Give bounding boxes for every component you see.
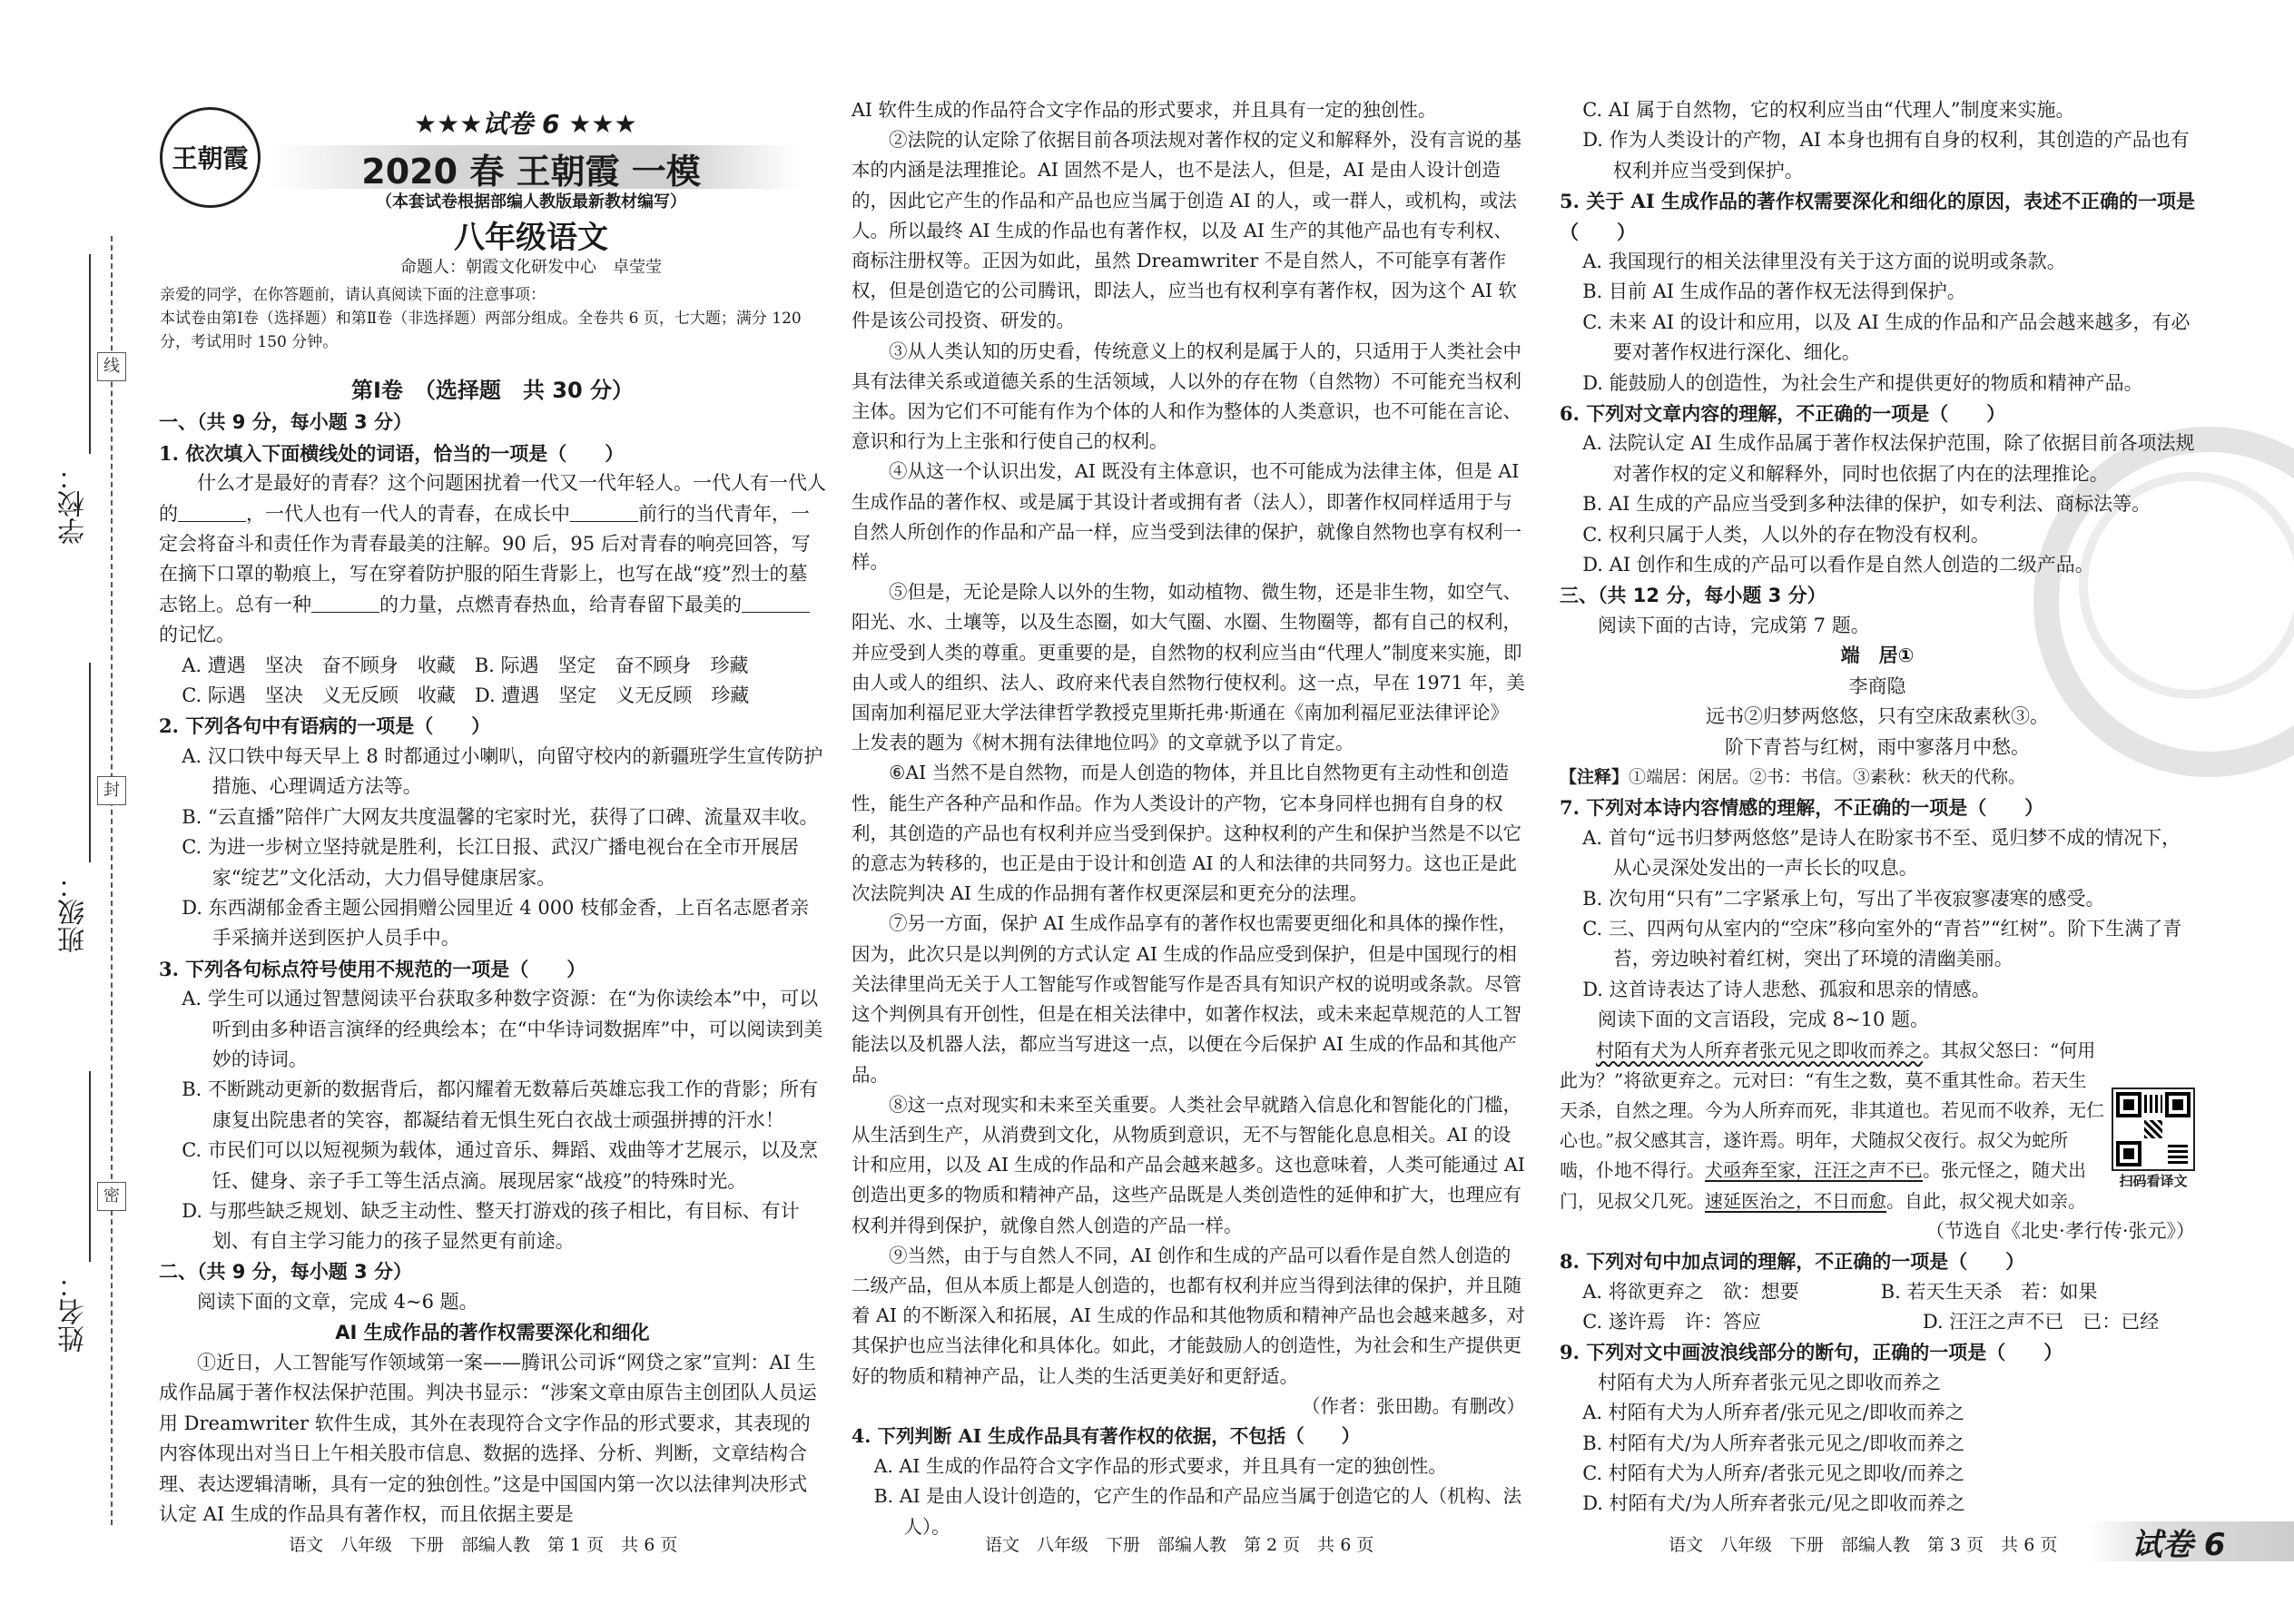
article-paragraph-1-end: AI 软件生成的作品符合文字作品的形式要求，并且具有一定的独创性。 (852, 99, 1437, 121)
q1-options-ab: A. 遭遇 坚决 奋不顾身 收藏 B. 际遇 坚定 奋不顾身 珍藏 (182, 654, 749, 676)
q2-option-b: B. “云直播”陪伴广大网友共度温馨的宅家时光，获得了口碑、流量双丰收。 (182, 805, 819, 828)
footer-page-3: 语文 八年级 下册 部编人教 第 3 页 共 6 页 (1669, 1535, 2058, 1555)
q3-option-c: C. 市民们可以以短视频为载体，通过音乐、舞蹈、戏曲等才艺展示，以及烹饪、健身、亲子手工等生活点滴。展现居家“战疫”的特殊时光。 (182, 1139, 818, 1192)
q7-option-c: C. 三、四两句从室内的“空床”移向室外的“青苔”“红树”。阶下生满了青苔，旁边映衬着红树，突出了环境的清幽美丽。 (1582, 917, 2182, 970)
q2-option-c: C. 为进一步树立坚持就是胜利，长江日报、武汉广播电视台在全市开展居家“绽艺”文化活动，大力倡导健康居家。 (182, 836, 799, 889)
q9-option-c: C. 村陌有犬为人所弃/者张元见之即收/而养之 (1582, 1462, 1965, 1485)
q8-options-cd (1582, 1307, 2195, 1337)
article-paragraph-8: ⑧这一点对现实和未来至关重要。人类社会早就踏入信息化和智能化的门槛，从生活到生产，从消费到文化，从物质到意识，无不与智能化息息相关。AI 的设计和应用，以及 AI 生成的作品和产品会越来越多。这也意味着，人类可能通过 AI 创造出更多的物质和精神产品，这些产品既是人类创造性的延伸和扩大，也理应有权利并得到保护，就像自然人创造的产品一样。 (852, 1093, 1525, 1236)
q4-option-d: D. 作为人类设计的产物，AI 本身也拥有自身的权利，其创造的产品也有权利并应当受到保护。 (1582, 129, 2190, 182)
q5-option-b: B. 目前 AI 生成作品的著作权无法得到保护。 (1582, 281, 1966, 303)
column-1 (159, 376, 826, 1530)
question-2: 2. 下列各句中有语病的一项是（ ） (159, 714, 491, 738)
q5-option-c: C. 未来 AI 的设计和应用，以及 AI 生成的作品和产品会越来越多，有必要对著作权进行深化、细化。 (1582, 310, 2191, 364)
seal-mark-close: 密 (97, 1182, 126, 1211)
school-label: 学校： (58, 463, 90, 545)
q4-option-a: A. AI 生成的作品符合文字作品的形式要求，并且具有一定的独创性。 (873, 1455, 1447, 1478)
footer-page-1: 语文 八年级 下册 部编人教 第 1 页 共 6 页 (289, 1535, 678, 1555)
q9-option-b: B. 村陌有犬/为人所弃者张元见之/即收而养之 (1582, 1432, 1965, 1454)
q8-option-d: D. 汪汪之声不已 已：已经 (1922, 1311, 2160, 1334)
q1-passage: 什么才是最好的青春？这个问题困扰着一代又一代年轻人。一代人有一代人的 ，一代人也有一代人的青春，在成长中 前行的当代青年，一定会将奋斗和责任作为青春最美的注解。90 后，95 后对青春的响亮回答，写在摘下口罩的勒痕上，写在穿着防护服的陌生背影上，也写在战“疫”烈士的墓志铭上。总有一种 的力量，点燃青春热血，给青春留下最美的的记忆。 (159, 472, 826, 646)
section1-heading: 一、（共 9 分，每小题 3 分） (159, 411, 412, 434)
q9-option-a: A. 村陌有犬为人所弃者/张元见之/即收而养之 (1582, 1402, 1964, 1424)
q6-option-a: A. 法院认定 AI 生成作品属于著作权法保护范围，除了依据目前各项法规对著作权的定义和解释外，同时也依据了内在的法理推论。 (1582, 432, 2195, 485)
q3-option-a: A. 学生可以通过智慧阅读平台获取多种数字资源：在“为你读绘本”中，可以听到由多种语言演绎的经典绘本；在“中华诗词数据库”中，可以阅读到美妙的诗词。 (182, 988, 823, 1070)
q6-option-c: C. 权利只属于人类，人以外的存在物没有权利。 (1582, 523, 1990, 546)
qr-caption: 扫码看译文 (2119, 1173, 2188, 1189)
class-label: 班级： (58, 871, 90, 953)
column-2 (852, 95, 1525, 1542)
question-7: 7. 下列对本诗内容情感的理解，不正确的一项是（ ） (1560, 796, 2044, 820)
q8-options-ab (1582, 1277, 2195, 1307)
article-paragraph-1: ①近日，人工智能写作领域第一案——腾讯公司诉“网贷之家”宣判：AI 生成作品属于著作权法保护范围。判决书显示：“涉案文章由原告主创团队人员运用 Dreamwriter 软件生成，其外在表现符合文字作品的形式要求，其表现的内容体现出对当日上午相关股市信息、数据的选择、分析、判断，文章结构合理、表达逻辑清晰，具有一定的独创性。”这是中国国内第一次以法律判决形式认定 AI 生成的作品具有著作权，而且依据主要是 (159, 1352, 817, 1526)
question-1: 1. 依次填入下面横线处的词语，恰当的一项是（ ） (159, 441, 625, 465)
school-field-line[interactable] (89, 254, 91, 454)
binding-strip (0, 0, 159, 1624)
article-source: （作者：张田勘。有删改） (1302, 1394, 1525, 1417)
q8-option-a: A. 将欲更弃之 欲：想要 (1582, 1280, 1799, 1303)
q5-option-d: D. 能鼓励人的创造性，为社会生产和提供更好的物质和精神产品。 (1582, 371, 2143, 394)
q9-sentence: 村陌有犬为人所弃者张元见之即收而养之 (1598, 1371, 1941, 1393)
q1-options-cd: C. 际遇 坚决 义无反顾 收藏 D. 遭遇 坚定 义无反顾 珍藏 (182, 684, 750, 707)
binding-dashed-line (111, 236, 113, 1525)
q2-option-a: A. 汉口铁中每天早上 8 时都通过小喇叭，向留守校内的新疆班学生宣传防护措施、心理调适方法等。 (182, 744, 823, 798)
seal-mark-line: 线 (97, 352, 126, 381)
q4-option-c: C. AI 属于自然物，它的权利应当由“代理人”制度来实施。 (1582, 99, 2075, 121)
part1-heading: 第Ⅰ卷 （选择题 共 30 分） (350, 378, 635, 403)
q3-option-b: B. 不断跳动更新的数据背后，都闪耀着无数幕后英雄忘我工作的背影；所有康复出院患者的笑容，都凝结着无惧生死白衣战士顽强拼搏的汗水！ (182, 1078, 818, 1131)
logo-text: 王朝霞 (172, 143, 249, 173)
class-field-line[interactable] (89, 663, 91, 862)
article-paragraph-5: ⑤但是，无论是除人以外的生物，如动植物、微生物，还是非生物，如空气、阳光、水、土壤等，以及生态圈，如大气圈、水圈、生物圈等，都有自己的权利，并应受到人类的尊重。更重要的是，自然物的权利应当由“代理人”制度来实施，即由人或人的组织、法人、政府来代表自然物行使权利。这一点，早在 1971 年，美国南加利福尼亚大学法律哲学教授克里斯托弗·斯通在《南加利福尼亚法律评论》上发表的题为《树木拥有法律地位吗》的文章就予以了肯定。 (852, 581, 1525, 754)
article-paragraph-7: ⑦另一方面，保护 AI 生成作品享有的著作权也需要更细化和具体的操作性，因为，此次只是以判例的方式认定 AI 生成的作品应受到保护，但是中国现行的相关法律里尚无关于人工智能写作或智能写作是否具有知识产权的说明或条款。尽管这个判例具有开创性，但是在相关法律中，如著作权法，或未来起草规范的人工智能法以及机器人法，都应当写进这一点，以便在今后保护 AI 生成的作品和其他产品。 (852, 912, 1521, 1086)
notice-greeting: 亲爱的同学，在你答题前，请认真阅读下面的注意事项： (160, 286, 546, 304)
name-field-line[interactable] (89, 1071, 91, 1262)
article-paragraph-3: ③从人类认知的历史看，传统意义上的权利是属于人的，只适用于人类社会中具有法律关系或道德关系的生活领域，人以外的存在物（自然物）不可能充当权利主体。因为它们不可能有作为个体的人和作为整体的人类意识，也不可能在言论、意识和行为上主张和行使自己的权利。 (852, 340, 1521, 453)
qr-code[interactable] (2112, 1088, 2195, 1171)
classical-prose: 村陌有犬为人所弃者张元见之即收而养之。其叔父怒曰：“何用此为？”将欲更弃之。元对曰：“有生之数，莫不重其性命。若天生天杀，自然之理。今为人所弃而死，非其道也。若见而不收养，无仁心也。”叔父感其言，遂许焉。明年，犬随叔父夜行。叔父为蛇所啮，仆地不得行。犬亟奔至家，汪汪之声不已。张元怪之，随犬出门，见叔父几死。速延医治之，不日而愈。自此，叔父视犬如亲。 (1560, 1038, 2104, 1212)
subject-title: 八年级语文 (454, 220, 608, 256)
q7-option-a: A. 首句“远书归梦两悠悠”是诗人在盼家书不至、觅归梦不成的情况下，从心灵深处发出的一声长长的叹息。 (1582, 826, 2181, 880)
question-8: 8. 下列对句中加点词的理解，不正确的一项是（ ） (1560, 1250, 2025, 1274)
q7-option-d: D. 这首诗表达了诗人悲愁、孤寂和思亲的情感。 (1582, 978, 1991, 1000)
seal-mark-seal: 封 (97, 776, 126, 805)
q7-option-b: B. 次句用“只有”二字紧承上句，写出了半夜寂寥凄寒的感受。 (1582, 887, 2105, 910)
q9-option-d: D. 村陌有犬/为人所弃者张元/见之即收而养之 (1582, 1492, 1965, 1515)
question-3: 3. 下列各句标点符号使用不规范的一项是（ ） (159, 957, 586, 980)
article-paragraph-9: ⑨当然，由于与自然人不同，AI 创作和生成的产品可以看作是自然人创造的二级产品，但从本质上都是人创造的，也都有权利并应当得到法律的保护，并且随着 AI 的不断深入和拓展，AI 生成的作品和其他物质和精神产品也会越来越多，对其保护也应当法律化和具体化。如此，才能鼓励人的创造性，为社会和生产提供更好的物质和精神产品，让人类的生活更美好和更舒适。 (852, 1244, 1525, 1387)
footer-paper-tag: 试卷 6 (2132, 1527, 2226, 1563)
q6-option-d: D. AI 创作和生成的产品可以看作是自然人创造的二级产品。 (1582, 554, 2094, 576)
poem-title: 端 居① (1840, 645, 1915, 667)
poem-line-1: 远书②归梦两悠悠，只有空床敌素秋③。 (1706, 705, 2049, 728)
q2-option-d: D. 东西湖郁金香主题公园捐赠公园里近 4 000 枝郁金香，上百名志愿者亲手采摘并送到医护人员手中。 (182, 896, 810, 950)
footer-page-2: 语文 八年级 下册 部编人教 第 2 页 共 6 页 (985, 1535, 1374, 1555)
q5-option-a: A. 我国现行的相关法律里没有关于这方面的说明或条款。 (1582, 251, 2066, 273)
prose-source: （节选自《北史·孝行传·张元》） (1925, 1219, 2195, 1242)
question-6: 6. 下列对文章内容的理解，不正确的一项是（ ） (1560, 402, 2006, 426)
poem-line-2: 阶下青苔与红树，雨中寥落月中愁。 (1725, 735, 2030, 758)
edition-note: （本套试卷根据部编人教版最新教材编写） (376, 192, 686, 212)
name-label: 姓名： (58, 1271, 90, 1353)
poem-author: 李商隐 (1848, 674, 1906, 697)
q8-option-b: B. 若天生天杀 若：如果 (1880, 1280, 2098, 1303)
notice (160, 283, 827, 354)
q3-option-d: D. 与那些缺乏规划、缺乏主动性、整天打游戏的孩子相比，有目标、有计划、有自主学习能力的孩子显然更有前途。 (182, 1199, 800, 1253)
section3-heading: 三、（共 12 分，每小题 3 分） (1560, 584, 1826, 606)
article-paragraph-6: ⑥AI 当然不是自然物，而是人创造的物体，并且比自然物更有主动性和创造性，能生产各种产品和作品。作为人类设计的产物，它本身同样也拥有自身的权利，其创造的产品也有权利并应当受到保护。这种权利的产生和保护当然是不以它的意志为转移的，也正是由于设计和创造 AI 的人和法律的共同努力。这也正是此次法院判决 AI 生成的作品拥有著作权更深层和更充分的法理。 (852, 762, 1521, 905)
article-paragraph-2: ②法院的认定除了依据目前各项法规对著作权的定义和解释外，没有言说的基本的内涵是法理推论。AI 固然不是人，也不是法人，但是，AI 是由人设计创造的，因此它产生的作品和产品也应当属于创造 AI 的人，或一群人，或机构，或法人。所以最终 AI 生成的作品也有著作权，以及 AI 生产的其他产品也有专利权、商标注册权等。正因为如此，虽然 Dreamwriter 不是自然人，不可能享有著作权，但是创造它的公司腾讯，即法人，应当也有权利享有著作权，因为这个 AI 软件是该公司投资、研发的。 (852, 129, 1521, 332)
column-3 (1560, 95, 2195, 1520)
paper-series: ★★★试卷 6 ★★★ (414, 109, 637, 139)
q6-option-b: B. AI 生成的产品应当受到多种法律的保护，如专利法、商标法等。 (1582, 493, 2151, 516)
reading-instruction: 阅读下面的文章，完成 4~6 题。 (197, 1291, 478, 1314)
logo-badge (160, 107, 261, 208)
prose-instruction: 阅读下面的文言语段，完成 8~10 题。 (1598, 1009, 1930, 1031)
poem-notes: 【注释】①端居：闲居。②书：书信。③素秋：秋天的代称。 (1560, 766, 2026, 787)
authors: 命题人：朝霞文化研发中心 卓莹莹 (400, 258, 662, 277)
q8-option-c: C. 遂许焉 许：答应 (1582, 1311, 1761, 1334)
notice-instructions: 本试卷由第Ⅰ卷（选择题）和第Ⅱ卷（非选择题）两部分组成。全卷共 6 页，七大题；满分 120 分，考试用时 150 分钟。 (160, 310, 802, 351)
question-5: 5. 关于 AI 生成作品的著作权需要深化和细化的原因，表述不正确的一项是（ ） (1560, 190, 2195, 243)
exam-title: 2020 春 王朝霞 一模 (361, 152, 701, 192)
question-9: 9. 下列对文中画波浪线部分的断句，正确的一项是（ ） (1560, 1341, 2063, 1364)
q4-option-b: B. AI 是由人设计创造的，它产生的作品和产品应当属于创造它的人（机构、法人）。 (873, 1485, 1522, 1538)
article-title: AI 生成作品的著作权需要深化和细化 (335, 1321, 650, 1343)
article-paragraph-4: ④从这一个认识出发，AI 既没有主体意识，也不可能成为法律主体，但是 AI 生成作品的著作权、或是属于其设计者或拥有者（法人），即著作权同样适用于与自然人所创作的作品和产品一样，应当受到法律的保护，就像自然物也享有权利一样。 (852, 460, 1521, 574)
poem-instruction: 阅读下面的古诗，完成第 7 题。 (1598, 614, 1870, 636)
section2-heading: 二、（共 9 分，每小题 3 分） (159, 1260, 412, 1283)
question-4: 4. 下列判断 AI 生成作品具有著作权的依据，不包括（ ） (852, 1424, 1361, 1447)
